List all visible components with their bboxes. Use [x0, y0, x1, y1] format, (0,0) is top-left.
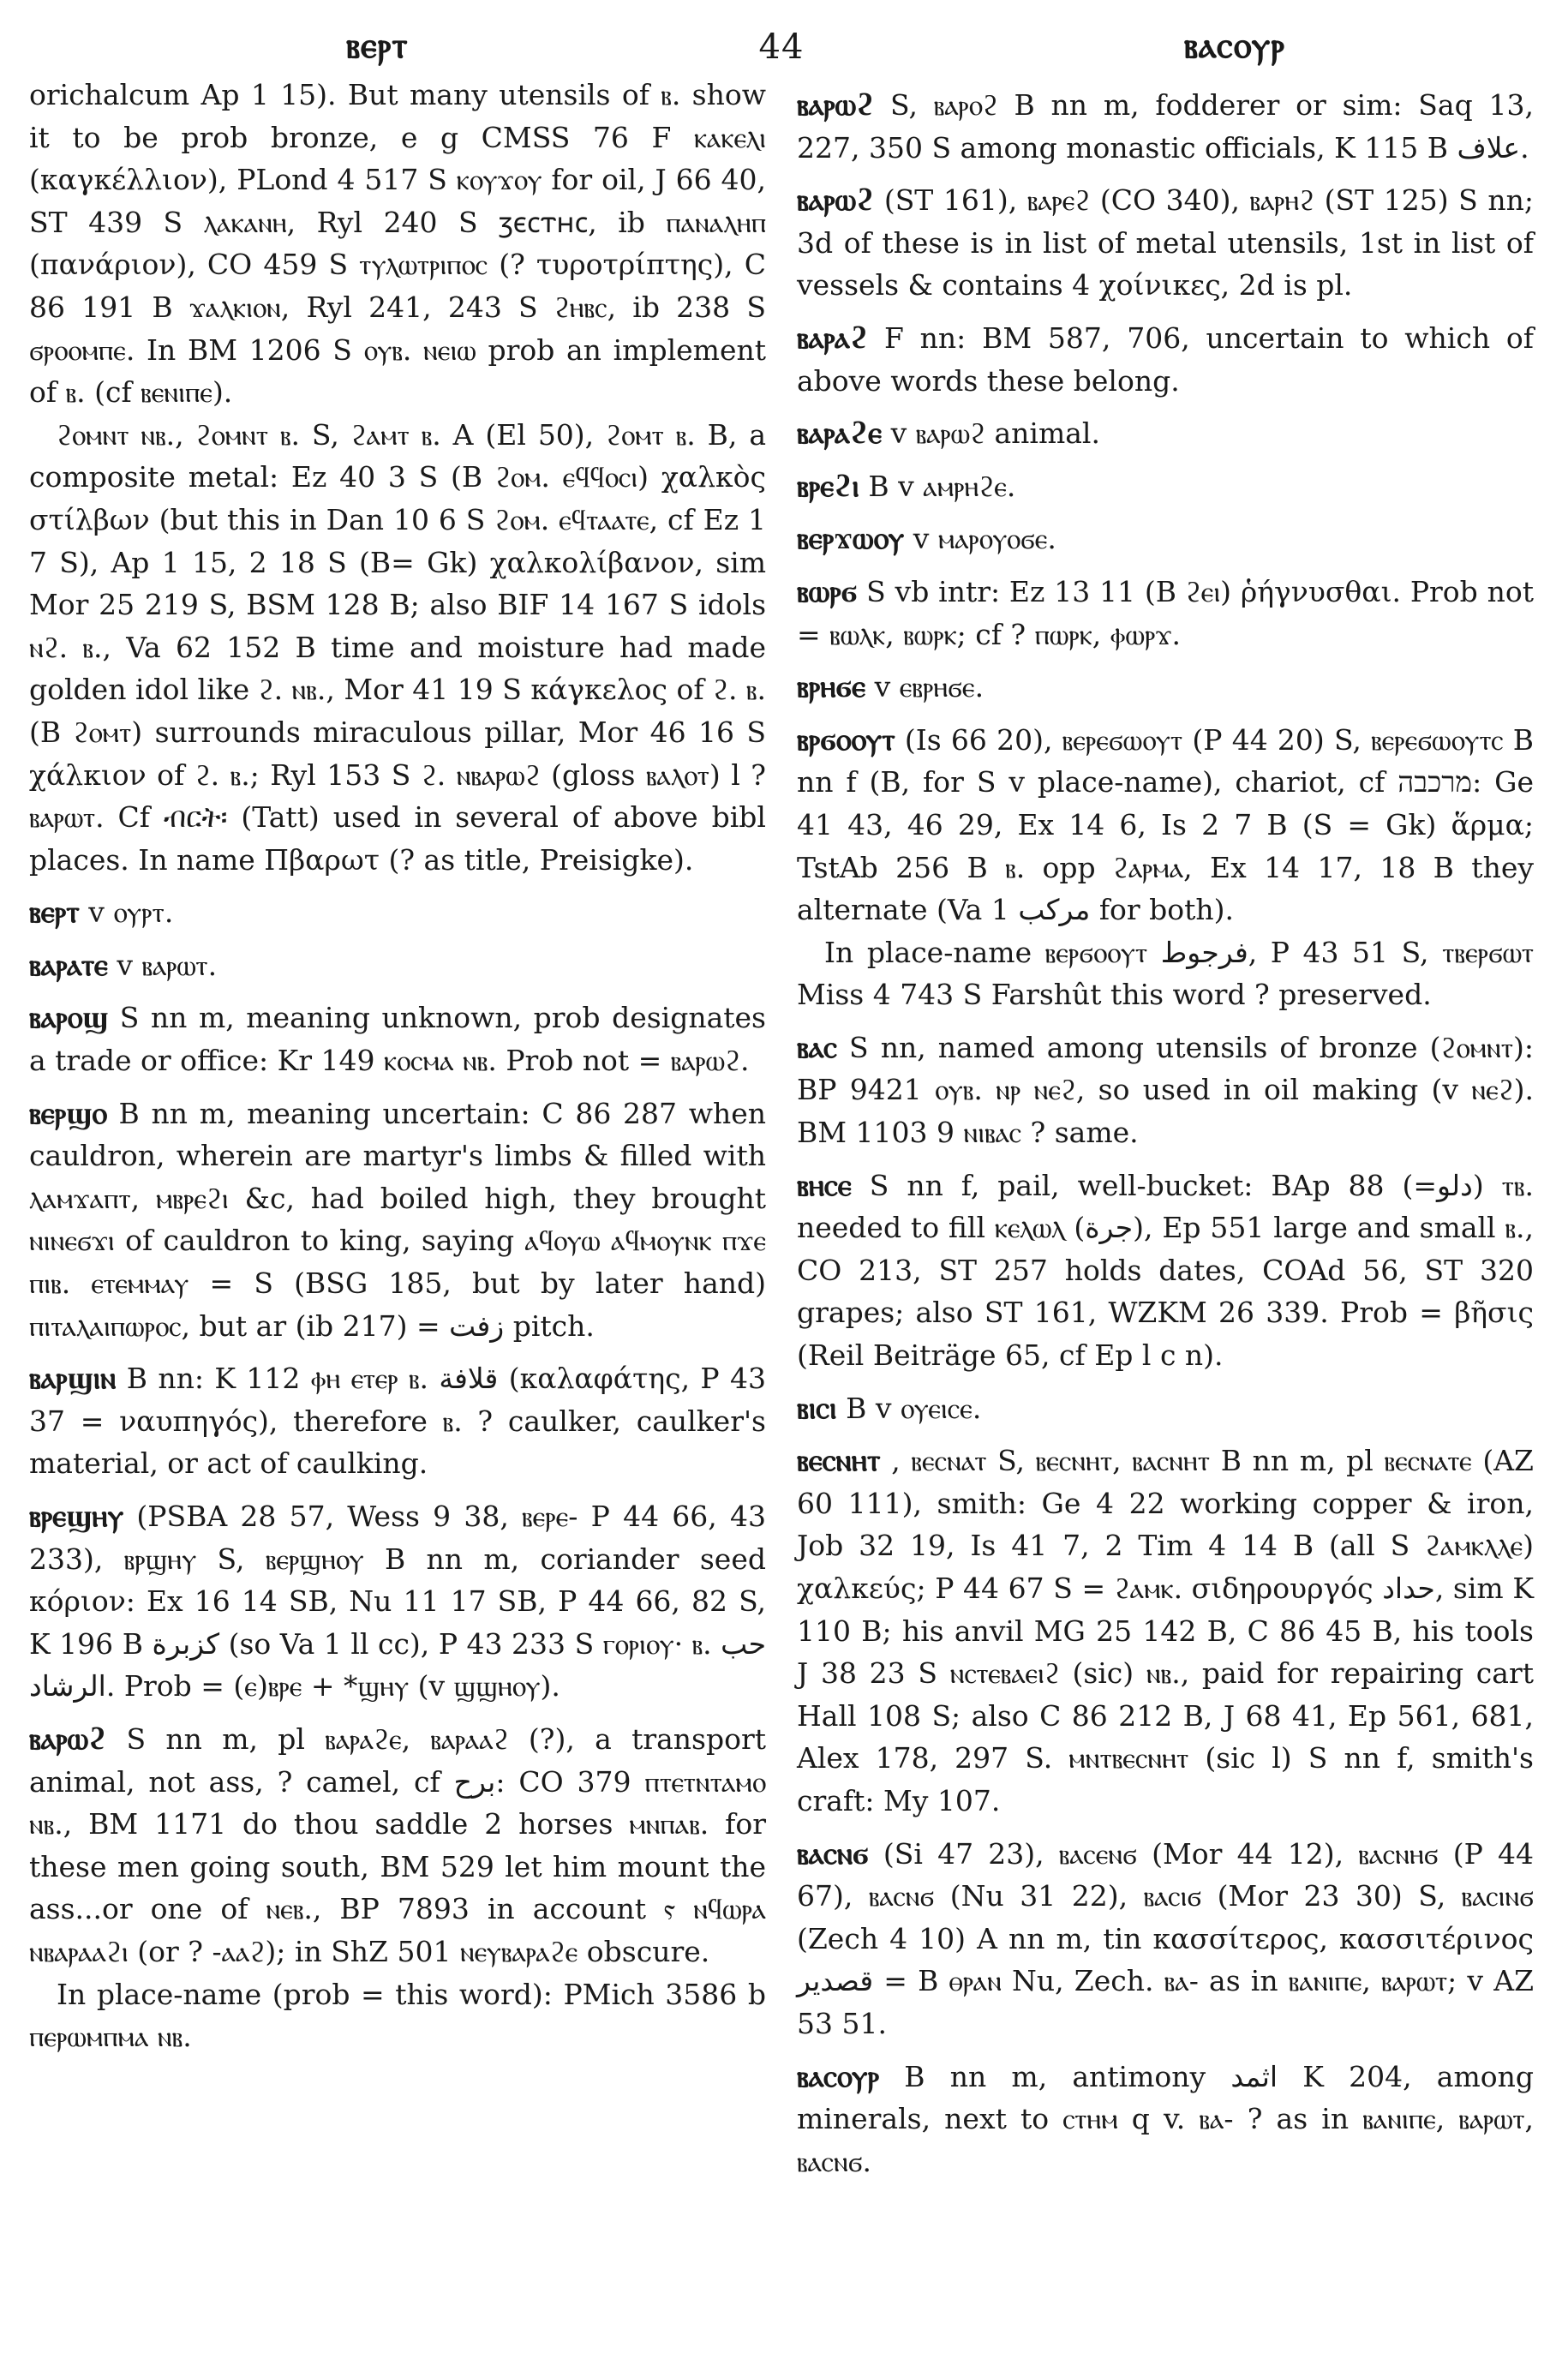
dictionary-entry — [797, 412, 1534, 455]
headword: ⲃⲁⲣⲱϩ — [797, 87, 875, 123]
entry-text: (ST 161), ⲃⲁⲣⲉϩ (CO 340), ⲃⲁⲣⲏϩ (ST 125) S nn; 3d of these is in list of metal utensils, 1st in list of vessels & contains 4 χοίνικες, 2d is pl. — [797, 183, 1534, 302]
headword: ⲃⲁⲣⲟϣ — [29, 999, 109, 1036]
page-header — [29, 21, 1534, 74]
headword: ⲃⲁⲣϣⲓⲛ — [29, 1360, 117, 1397]
headword: ⲃⲉⲣϣⲟ — [29, 1094, 107, 1131]
dictionary-entry — [797, 465, 1534, 508]
entry-text: v ⲃⲁⲣⲱϩ animal. — [890, 416, 1100, 451]
headword: ⲃⲏⲥⲉ — [797, 1166, 852, 1203]
headword: ⲃⲁⲥⲟⲩⲣ — [797, 2057, 880, 2094]
headword: ⲃⲱⲣϭ — [797, 572, 858, 609]
headword: ⲃⲁⲣⲁϩⲉ — [797, 415, 883, 452]
dictionary-entry — [797, 1165, 1534, 1377]
entry-text: In place-name (prob = this word): PMich 3586 b ⲡⲉⲣⲱⲙⲡⲙⲁ ⲛⲃ. — [29, 1977, 766, 2054]
dictionary-entry — [797, 666, 1534, 709]
headword: ⲃⲁⲣⲱϩ — [797, 182, 875, 219]
left-column — [29, 74, 766, 2182]
entry-text: orichalcum Ap 1 15). But many utensils of ⲃ. show it to be prob bronze, e g CMSS 76 F ⲕⲁⲕⲉⲗⲓ (καγκέλλιον), PLond 4 517 S ⲕⲟⲩϫⲟⲩ for oil, J 66 40, ST 439 S ⲗⲁⲕⲁⲛⲏ, Ryl 240 S ⳅⲉⲥⲧⲏⲥ, ib ⲡⲁⲛⲁⲗⲏⲡ (πανάριον), CO 459 S ⲧⲩⲗⲱⲧⲣⲓⲡⲟⲥ (? τυροτρίπτης), C 86 191 B ϫⲁⲗⲕⲓⲟⲛ, Ryl 241, 243 S ϩⲏⲃⲥ, ib 238 S ϭⲣⲟⲟⲙⲡⲉ. In BM 1206 S ⲟⲩⲃ. ⲛⲉⲓⲱ prob an implement of ⲃ. (cf ⲃⲉⲛⲓⲡⲉ). — [29, 78, 766, 410]
entry-text: F nn: BM 587, 706, uncertain to which of above words these belong. — [797, 320, 1534, 398]
dictionary-entry — [797, 1387, 1534, 1430]
dictionary-entry — [29, 1357, 766, 1485]
entry-text: B v ⲟⲩⲉⲓⲥⲉ. — [846, 1391, 982, 1425]
entry-text: S vb intr: Ez 13 11 (B ϩⲉⲓ) ῥήγνυσθαι. Prob not = ⲃⲱⲗⲕ, ⲃⲱⲣⲕ; cf ? ⲡⲱⲣⲕ, ⲫⲱⲣϫ. — [797, 574, 1534, 651]
entry-text: B nn m, antimony اثمد K 204, among minerals, next to ⲥⲧⲏⲙ q v. ⲃⲁ- ? as in ⲃⲁⲛⲓⲡⲉ, ⲃⲁⲣⲱⲧ, ⲃⲁⲥⲛϭ. — [797, 2059, 1534, 2178]
right-column — [797, 74, 1534, 2182]
entry-text: ϩⲟⲙⲛⲧ ⲛⲃ., ϩⲟⲙⲛⲧ ⲃ. S, ϩⲁⲙⲧ ⲃ. A (El 50), ϩⲟⲙⲧ ⲃ. B, a composite metal: Ez 40 3 S (B ϩⲟⲙ. ⲉϥϥⲟⲥⲓ) χαλκὸς στίλβων (but this in Dan 10 6 S ϩⲟⲙ. ⲉϥⲧⲁⲁⲧⲉ, cf Ez 1 7 S), Ap 1 15, 2 18 S (B= Gk) χαλκολίβανον, sim Mor 25 219 S, BSM 128 B; also BIF 14 167 S idols ⲛϩ. ⲃ., Va 62 152 B time and moisture had made golden idol like ϩ. ⲛⲃ., Mor 41 19 S κάγκελος of ϩ. ⲃ. (B ϩⲟⲙⲧ) surrounds miraculous pillar, Mor 46 16 S χάλκιον of ϩ. ⲃ.; Ryl 153 S ϩ. ⲛⲃⲁⲣⲱϩ (gloss ⲃⲁⲗⲟⲧ) l ? ⲃⲁⲣⲱⲧ. Cf ብርት፡ (Tatt) used in several of above bibl places. In name Πβαρωτ (? as title, Preisigke). — [29, 417, 766, 877]
headword: ⲃⲉⲣϫⲱⲟⲩ — [797, 520, 905, 557]
headword: ⲃⲁⲥⲛϭ — [797, 1835, 869, 1871]
dictionary-entry — [29, 1495, 766, 1708]
entry-text: S nn m, meaning unknown, prob designates a trade or office: Kr 149 ⲕⲟⲥⲙⲁ ⲛⲃ. Prob not = ⲃⲁⲣⲱϩ. — [29, 1001, 766, 1078]
entry-text: (Is 66 20), ⲃⲉⲣⲉϭⲱⲟⲩⲧ (P 44 20) S, ⲃⲉⲣⲉϭⲱⲟⲩⲧⲥ B nn f (B, for S v place-name), chariot, cf מרכבה: Ge 41 43, 46 29, Ex 14 6, Is 2 7 B (S = Gk) ἅρμα; TstAb 256 B ⲃ. opp ϩⲁⲣⲙⲁ, Ex 14 17, 18 B they alternate (Va 1 مركب for both). — [797, 722, 1535, 927]
dictionary-entry — [797, 518, 1534, 560]
headword: ⲃⲉⲥⲛⲏⲧ — [797, 1442, 881, 1479]
headword: ⲃⲣϭⲟⲟⲩⲧ — [797, 721, 895, 757]
headword: ⲃⲣⲏϭⲉ — [797, 668, 866, 705]
entry-text: B nn: K 112 ⲫⲏ ⲉⲧⲉⲣ ⲃ. قلافة (καλαφάτης, P 43 37 = ναυπηγός), therefore ⲃ. ? caulker, caulker's material, or act of caulking. — [29, 1362, 766, 1481]
dictionary-entry — [29, 1718, 766, 1973]
entry-paragraph — [29, 1973, 766, 2058]
headword: ⲃⲣⲉϩⲓ — [797, 467, 859, 504]
headword: ⲃⲓⲥⲓ — [797, 1389, 837, 1426]
entry-text: v ⲃⲁⲣⲱⲧ. — [117, 948, 218, 982]
headword: ⲃⲁⲣⲁⲧⲉ — [29, 946, 108, 983]
entry-text: v ⲙⲁⲣⲟⲩⲟϭⲉ. — [913, 522, 1056, 556]
headword: ⲃⲁⲥ — [797, 1028, 837, 1065]
dictionary-entry — [29, 944, 766, 987]
entry-text: v ⲉⲃⲣⲏϭⲉ. — [874, 670, 984, 704]
dictionary-entry — [29, 997, 766, 1081]
entry-text: B nn m, meaning uncertain: C 86 287 when cauldron, wherein are martyr's limbs & filled with ⲗⲁⲙϫⲁⲡⲧ, ⲙⲃⲣⲉϩⲓ &c, had boiled high, they brought ⲛⲓⲛⲉϭϫⲓ of cauldron to king, saying ⲁϥⲟⲩⲱ ⲁϥⲙⲟⲩⲛⲕ ⲡϫⲉ ⲡⲓⲃ. ⲉⲧⲉⲙⲙⲁⲩ = S (BSG 185, but by later hand) ⲡⲓⲧⲁⲗⲁⲓⲡⲱⲣⲟⲥ, but ar (ib 217) = زفت pitch. — [29, 1096, 766, 1343]
headword: ⲃⲁⲣⲱϩ — [29, 1720, 107, 1757]
dictionary-entry — [797, 2056, 1534, 2183]
dictionary-entry — [797, 1833, 1534, 2045]
entry-paragraph — [29, 414, 766, 882]
entry-text: S, ⲃⲁⲣⲟϩ B nn m, fodderer or sim: Saq 13, 227, 350 S among monastic officials, K 115 B علاف. — [797, 88, 1534, 165]
dictionary-entry — [797, 571, 1534, 656]
entry-text: S nn f, pail, well-bucket: BAp 88 (=دلو) ⲧⲃ. needed to fill ⲕⲉⲗⲱⲗ (جرة), Ep 551 large and small ⲃ., CO 213, ST 257 holds dates, COAd 56, ST 320 grapes; also ST 161, WZKM 26 339. Prob = βῆσις (Reil Beiträge 65, cf Ep l c n). — [797, 1168, 1534, 1373]
dictionary-entry — [29, 1093, 766, 1348]
entry-text: In place-name ⲃⲉⲣϭⲟⲟⲩⲧ فرجوط, P 43 51 S, ⲧⲃⲉⲣϭⲱⲧ Miss 4 743 S Farshût this word ? preserved. — [797, 935, 1534, 1012]
dictionary-entry — [797, 317, 1534, 402]
entry-text: (PSBA 28 57, Wess 9 38, ⲃⲉⲣⲉ- P 44 66, 43 233), ⲃⲣϣⲏⲩ S, ⲃⲉⲣϣⲏⲟⲩ B nn m, coriander seed κόριον: Ex 16 14 SB, Nu 11 17 SB, P 44 66, 82 S, K 196 B كزبرة (so Va 1 ll cc), P 43 233 S ⲅⲟⲣⲓⲟⲩ· ⲃ. حب الرشاد. Prob = (ⲉ)ⲃⲣⲉ + *ϣⲏⲩ (v ϣϣⲏⲟⲩ). — [29, 1500, 766, 1703]
headword: ⲃⲣⲉϣⲏⲩ — [29, 1498, 124, 1534]
dictionary-entry — [797, 719, 1534, 931]
entry-text: B v ⲁⲙⲣⲏϩⲉ. — [868, 469, 1016, 503]
headword: ⲃⲁⲣⲁϩ — [797, 319, 869, 356]
running-head-left: ⲃⲉⲣⲧ — [346, 24, 409, 66]
dictionary-entry — [797, 1440, 1534, 1822]
entry-paragraph — [797, 931, 1534, 1016]
entry-paragraph — [29, 74, 766, 414]
dictionary-entry — [797, 84, 1534, 169]
page-number: 44 — [758, 27, 805, 67]
entry-text: v ⲟⲩⲣⲧ. — [88, 895, 174, 930]
entry-text: , ⲃⲉⲥⲛⲁⲧ S, ⲃⲉⲥⲛⲏⲧ, ⲃⲁⲥⲛⲏⲧ B nn m, pl ⲃⲉⲥⲛⲁⲧⲉ (AZ 60 111), smith: Ge 4 22 working copper & iron, Job 32 19, Is 41 7, 2 Tim 4 14 B (all S ϩⲁⲙⲕⲗⲗⲉ) χαλκεύς; P 44 67 S = ϩⲁⲙⲕ. σιδηρουργός حداد, sim K 110 B; his anvil MG 25 142 B, C 86 45 B, his tools J 38 23 S ⲛⲥⲧⲉⲃⲁⲉⲓϩ (sic) ⲛⲃ., paid for repairing cart Hall 108 S; also C 86 212 B, J 68 41, Ep 561, 681, Alex 178, 297 S. ⲙⲛⲧⲃⲉⲥⲛⲏⲧ (sic l) S nn f, smith's craft: My 107. — [797, 1444, 1534, 1817]
entry-text: (Si 47 23), ⲃⲁⲥⲉⲛϭ (Mor 44 12), ⲃⲁⲥⲛⲏϭ (P 44 67), ⲃⲁⲥⲛϭ (Nu 31 22), ⲃⲁⲥⲓϭ (Mor 23 30) S, ⲃⲁⲥⲓⲛϭ (Zech 4 10) A nn m, tin κασσίτερος, κασσιτέρινος قصدير = B ⲑⲣⲁⲛ Nu, Zech. ⲃⲁ- as in ⲃⲁⲛⲓⲡⲉ, ⲃⲁⲣⲱⲧ; v AZ 53 51. — [797, 1836, 1534, 2040]
running-head-right: ⲃⲁⲥⲟⲩⲣ — [1183, 24, 1285, 66]
dictionary-entry — [797, 179, 1534, 307]
headword: ⲃⲉⲣⲧ — [29, 894, 80, 931]
dictionary-entry — [29, 891, 766, 934]
two-column-body — [29, 74, 1534, 2182]
dictionary-entry — [797, 1027, 1534, 1154]
entry-text: S nn m, pl ⲃⲁⲣⲁϩⲉ, ⲃⲁⲣⲁⲁϩ (?), a transport animal, not ass, ? camel, cf برح: CO 379 ⲡⲧⲉⲧⲛⲧⲁⲙⲟ ⲛⲃ., BM 1171 do thou saddle 2 horses ⲙⲛⲡⲁⲃ. for these men going south, BM 529 let him mount the ass...or one of ⲛⲉⲃ., BP 7893 in account ⲋ ⲛϥⲱⲣⲁ ⲛⲃⲁⲣⲁⲁϩⲓ (or ? -ⲁⲁϩ); in ShZ 501 ⲛⲉⲩⲃⲁⲣⲁϩⲉ obscure. — [29, 1721, 766, 1968]
entry-text: S nn, named among utensils of bronze (ϩⲟⲙⲛⲧ): BP 9421 ⲟⲩⲃ. ⲛⲣ ⲛⲉϩ, so used in oil making (v ⲛⲉϩ). BM 1103 9 ⲛⲓⲃⲁⲥ ? same. — [797, 1030, 1534, 1150]
